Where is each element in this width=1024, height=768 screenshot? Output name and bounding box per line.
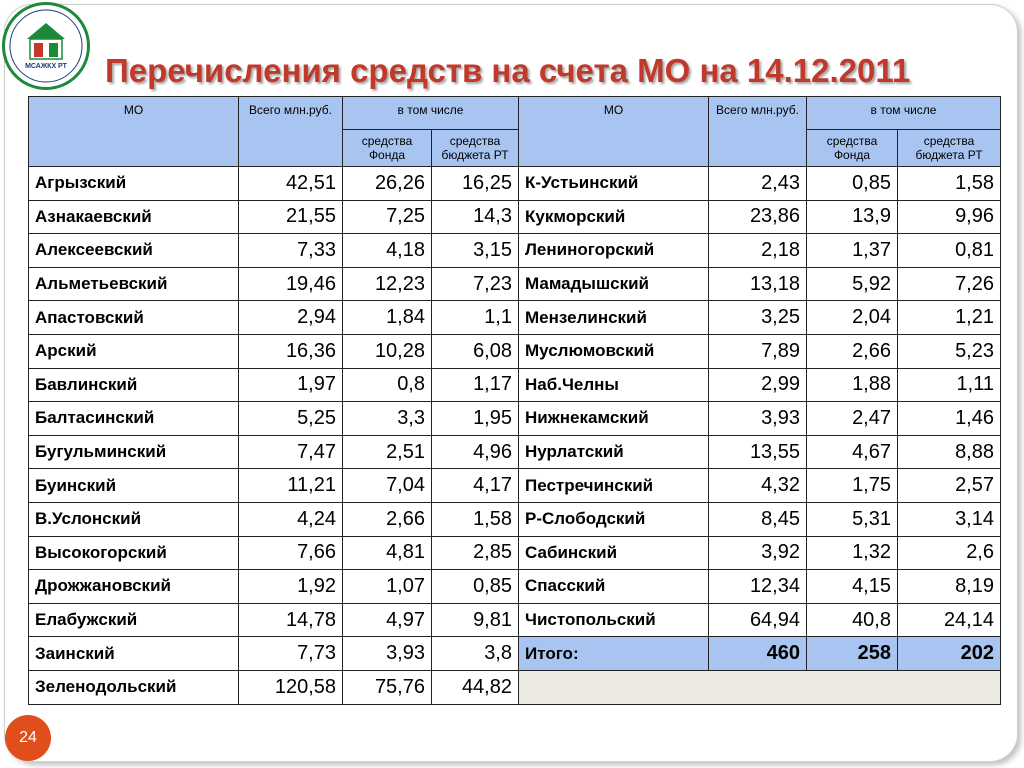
budget-cell: 44,82 <box>432 670 519 704</box>
fund-cell: 4,15 <box>807 570 898 604</box>
fund-cell: 0,85 <box>807 167 898 201</box>
table-row <box>29 670 1001 704</box>
total-cell: 120,58 <box>239 670 343 704</box>
total-cell: 3,92 <box>709 536 807 570</box>
header-including-left: в том числе <box>343 97 519 130</box>
mo-name-cell: Спасский <box>519 570 709 604</box>
fund-cell: 10,28 <box>343 334 432 368</box>
budget-cell: 2,85 <box>432 536 519 570</box>
budget-cell: 1,1 <box>432 301 519 335</box>
total-cell: 2,18 <box>709 234 807 268</box>
fund-cell: 7,04 <box>343 469 432 503</box>
header-row-1 <box>29 97 1001 130</box>
mo-name-cell: Муслюмовский <box>519 334 709 368</box>
budget-cell: 0,81 <box>898 234 1001 268</box>
budget-cell: 1,58 <box>898 167 1001 201</box>
table-row <box>29 570 1001 604</box>
budget-cell: 14,3 <box>432 200 519 234</box>
table-body <box>29 167 1001 705</box>
fund-cell: 2,66 <box>807 334 898 368</box>
mo-name-cell: Нижнекамский <box>519 402 709 436</box>
fund-cell: 1,75 <box>807 469 898 503</box>
logo <box>2 2 90 90</box>
mo-name-cell: Пестречинский <box>519 469 709 503</box>
total-cell: 14,78 <box>239 603 343 637</box>
mo-name-cell: Елабужский <box>29 603 239 637</box>
mo-name-cell: Р-Слободский <box>519 502 709 536</box>
total-cell: 3,93 <box>709 402 807 436</box>
mo-name-cell: Чистопольский <box>519 603 709 637</box>
header-budget-right: средства бюджета РТ <box>898 130 1001 167</box>
grand-budget-cell: 202 <box>898 637 1001 671</box>
fund-cell: 4,81 <box>343 536 432 570</box>
mo-name-cell: Сабинский <box>519 536 709 570</box>
mo-name-cell: Балтасинский <box>29 402 239 436</box>
total-cell: 64,94 <box>709 603 807 637</box>
fund-cell: 4,18 <box>343 234 432 268</box>
mo-name-cell: Заинский <box>29 637 239 671</box>
total-cell: 42,51 <box>239 167 343 201</box>
logo-text: МСАЖКХ РТ <box>25 63 67 70</box>
fund-cell: 1,32 <box>807 536 898 570</box>
fund-cell: 0,8 <box>343 368 432 402</box>
table-row <box>29 502 1001 536</box>
mo-name-cell: Апастовский <box>29 301 239 335</box>
budget-cell: 0,85 <box>432 570 519 604</box>
budget-cell: 4,17 <box>432 469 519 503</box>
budget-cell: 8,19 <box>898 570 1001 604</box>
table-row <box>29 637 1001 671</box>
budget-cell: 16,25 <box>432 167 519 201</box>
budget-cell: 9,96 <box>898 200 1001 234</box>
fund-cell: 3,93 <box>343 637 432 671</box>
total-cell: 12,34 <box>709 570 807 604</box>
fund-cell: 1,37 <box>807 234 898 268</box>
fund-cell: 12,23 <box>343 267 432 301</box>
mo-name-cell: Высокогорский <box>29 536 239 570</box>
total-cell: 7,66 <box>239 536 343 570</box>
header-total-left: Всего млн.руб. <box>239 97 343 167</box>
budget-cell: 7,23 <box>432 267 519 301</box>
mo-name-cell: К-Устьинский <box>519 167 709 201</box>
empty-cell <box>519 670 1001 704</box>
table-row <box>29 267 1001 301</box>
fund-cell: 1,88 <box>807 368 898 402</box>
budget-cell: 6,08 <box>432 334 519 368</box>
total-cell: 2,99 <box>709 368 807 402</box>
mo-name-cell: Дрожжановский <box>29 570 239 604</box>
total-cell: 5,25 <box>239 402 343 436</box>
mo-name-cell: Бавлинский <box>29 368 239 402</box>
fund-cell: 4,97 <box>343 603 432 637</box>
mo-name-cell: Алексеевский <box>29 234 239 268</box>
fund-cell: 7,25 <box>343 200 432 234</box>
budget-cell: 8,88 <box>898 435 1001 469</box>
mo-name-cell: В.Услонский <box>29 502 239 536</box>
grand-fund-cell: 258 <box>807 637 898 671</box>
budget-cell: 9,81 <box>432 603 519 637</box>
header-mo-left: МО <box>29 97 239 167</box>
table-row <box>29 234 1001 268</box>
table-row <box>29 368 1001 402</box>
mo-name-cell: Буинский <box>29 469 239 503</box>
total-cell: 11,21 <box>239 469 343 503</box>
fund-cell: 1,07 <box>343 570 432 604</box>
table-row <box>29 536 1001 570</box>
mo-name-cell: Зеленодольский <box>29 670 239 704</box>
total-cell: 2,94 <box>239 301 343 335</box>
fund-cell: 26,26 <box>343 167 432 201</box>
mo-name-cell: Альметьевский <box>29 267 239 301</box>
fund-cell: 1,84 <box>343 301 432 335</box>
total-label-cell: Итого: <box>519 637 709 671</box>
header-including-right: в том числе <box>807 97 1001 130</box>
total-cell: 23,86 <box>709 200 807 234</box>
total-cell: 19,46 <box>239 267 343 301</box>
mo-name-cell: Лениногорский <box>519 234 709 268</box>
fund-cell: 75,76 <box>343 670 432 704</box>
fund-cell: 40,8 <box>807 603 898 637</box>
total-cell: 2,43 <box>709 167 807 201</box>
mo-name-cell: Агрызский <box>29 167 239 201</box>
mo-name-cell: Арский <box>29 334 239 368</box>
mo-name-cell: Бугульминский <box>29 435 239 469</box>
header-mo-right: МО <box>519 97 709 167</box>
mo-name-cell: Мамадышский <box>519 267 709 301</box>
total-cell: 4,24 <box>239 502 343 536</box>
mo-name-cell: Мензелинский <box>519 301 709 335</box>
fund-cell: 5,92 <box>807 267 898 301</box>
header-total-right: Всего млн.руб. <box>709 97 807 167</box>
table-row <box>29 402 1001 436</box>
fund-cell: 2,66 <box>343 502 432 536</box>
transfers-table <box>28 96 1001 705</box>
fund-cell: 2,47 <box>807 402 898 436</box>
budget-cell: 5,23 <box>898 334 1001 368</box>
total-cell: 7,73 <box>239 637 343 671</box>
page-title: Перечисления средств на счета МО на 14.12.2011 <box>105 52 911 89</box>
budget-cell: 1,11 <box>898 368 1001 402</box>
total-cell: 1,92 <box>239 570 343 604</box>
budget-cell: 3,14 <box>898 502 1001 536</box>
mo-name-cell: Нурлатский <box>519 435 709 469</box>
total-cell: 13,55 <box>709 435 807 469</box>
total-cell: 4,32 <box>709 469 807 503</box>
table-row <box>29 469 1001 503</box>
fund-cell: 2,51 <box>343 435 432 469</box>
header-budget-left: средства бюджета РТ <box>432 130 519 167</box>
table-row <box>29 167 1001 201</box>
grand-total-cell: 460 <box>709 637 807 671</box>
fund-cell: 5,31 <box>807 502 898 536</box>
fund-cell: 4,67 <box>807 435 898 469</box>
budget-cell: 1,21 <box>898 301 1001 335</box>
budget-cell: 3,15 <box>432 234 519 268</box>
mo-name-cell: Азнакаевский <box>29 200 239 234</box>
total-cell: 1,97 <box>239 368 343 402</box>
total-cell: 7,33 <box>239 234 343 268</box>
budget-cell: 7,26 <box>898 267 1001 301</box>
table-row <box>29 435 1001 469</box>
total-cell: 8,45 <box>709 502 807 536</box>
table-row <box>29 200 1001 234</box>
budget-cell: 24,14 <box>898 603 1001 637</box>
fund-cell: 3,3 <box>343 402 432 436</box>
budget-cell: 2,57 <box>898 469 1001 503</box>
table-row <box>29 301 1001 335</box>
mo-name-cell: Наб.Челны <box>519 368 709 402</box>
fund-cell: 13,9 <box>807 200 898 234</box>
header-fund-right: средства Фонда <box>807 130 898 167</box>
logo-emblem <box>5 5 87 87</box>
total-cell: 3,25 <box>709 301 807 335</box>
total-cell: 7,89 <box>709 334 807 368</box>
total-cell: 16,36 <box>239 334 343 368</box>
total-cell: 21,55 <box>239 200 343 234</box>
table-row <box>29 603 1001 637</box>
mo-name-cell: Кукморский <box>519 200 709 234</box>
budget-cell: 3,8 <box>432 637 519 671</box>
budget-cell: 2,6 <box>898 536 1001 570</box>
budget-cell: 1,17 <box>432 368 519 402</box>
page-number-badge: 24 <box>5 715 51 761</box>
header-fund-left: средства Фонда <box>343 130 432 167</box>
fund-cell: 2,04 <box>807 301 898 335</box>
budget-cell: 1,95 <box>432 402 519 436</box>
table-row <box>29 334 1001 368</box>
budget-cell: 1,58 <box>432 502 519 536</box>
budget-cell: 1,46 <box>898 402 1001 436</box>
budget-cell: 4,96 <box>432 435 519 469</box>
total-cell: 7,47 <box>239 435 343 469</box>
total-cell: 13,18 <box>709 267 807 301</box>
